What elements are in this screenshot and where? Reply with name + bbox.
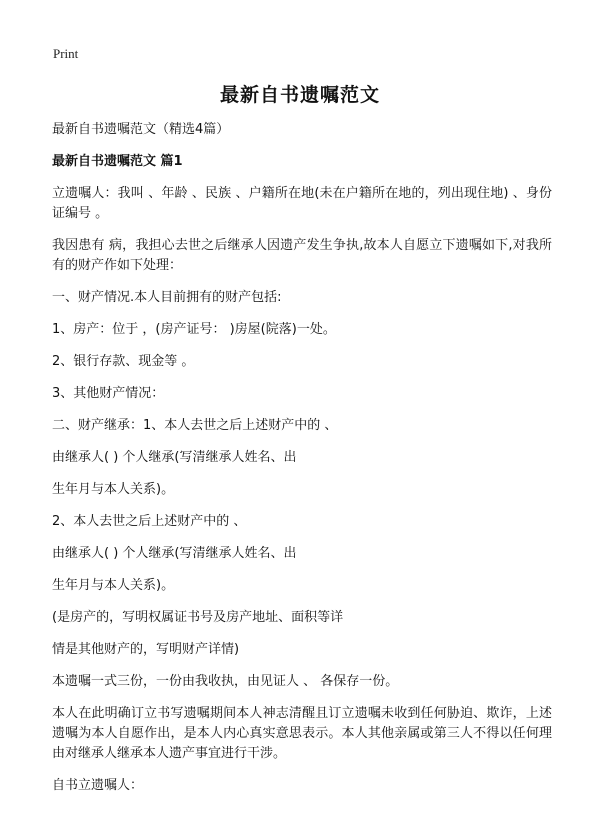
paragraph: 二、财产继承：1、本人去世之后上述财产中的 、 — [52, 418, 338, 433]
paragraph: 情是其他财产的，写明财产详情) — [52, 642, 240, 657]
paragraph: 生年月与本人关系)。 — [52, 578, 175, 593]
document-intro: 最新自书遗嘱范文（精选4篇） — [52, 122, 230, 137]
paragraph: 立遗嘱人：我叫 、年龄 、民族 、户籍所在地(未在户籍所在地的，列出现住地) 、身份证编号 。 — [52, 186, 552, 221]
paragraph: 生年月与本人关系)。 — [52, 482, 175, 497]
document-body — [52, 120, 552, 796]
print-link[interactable]: Print — [53, 46, 79, 61]
paragraph: 1、房产：位于 ，(房产证号： )房屋(院落)一处。 — [52, 322, 336, 337]
paragraph: 由继承人( ) 个人继承(写清继承人姓名、出 — [52, 450, 297, 465]
paragraph: 本遗嘱一式三份，一份由我收执，由见证人 、 各保存一份。 — [52, 674, 399, 689]
paragraph: 2、本人去世之后上述财产中的 、 — [52, 514, 247, 529]
paragraph: 我因患有 病，我担心去世之后继承人因遗产发生争执,故本人自愿立下遗嘱如下,对我所有的财产作如下处理： — [52, 238, 552, 273]
paragraph: 本人在此明确订立书写遗嘱期间本人神志清醒且订立遗嘱未收到任何胁迫、欺诈，上述遗嘱为本人自愿作出，是本人内心真实意思表示。本人其他亲属或第三人不得以任何理由对继承人继承本人遗产事宜进行干涉。 — [52, 706, 552, 761]
paragraph: 一、财产情况.本人目前拥有的财产包括: — [52, 290, 282, 305]
paragraph: (是房产的，写明权属证书号及房产地址、面积等详 — [52, 610, 344, 625]
paragraph: 自书立遗嘱人： — [52, 778, 144, 793]
paragraph: 2、银行存款、现金等 。 — [52, 354, 195, 369]
paragraph: 由继承人( ) 个人继承(写清继承人姓名、出 — [52, 546, 297, 561]
paragraph: 3、其他财产情况： — [52, 386, 165, 401]
document-title: 最新自书遗嘱范文 — [219, 84, 380, 106]
section-heading: 最新自书遗嘱范文 篇1 — [52, 154, 183, 169]
